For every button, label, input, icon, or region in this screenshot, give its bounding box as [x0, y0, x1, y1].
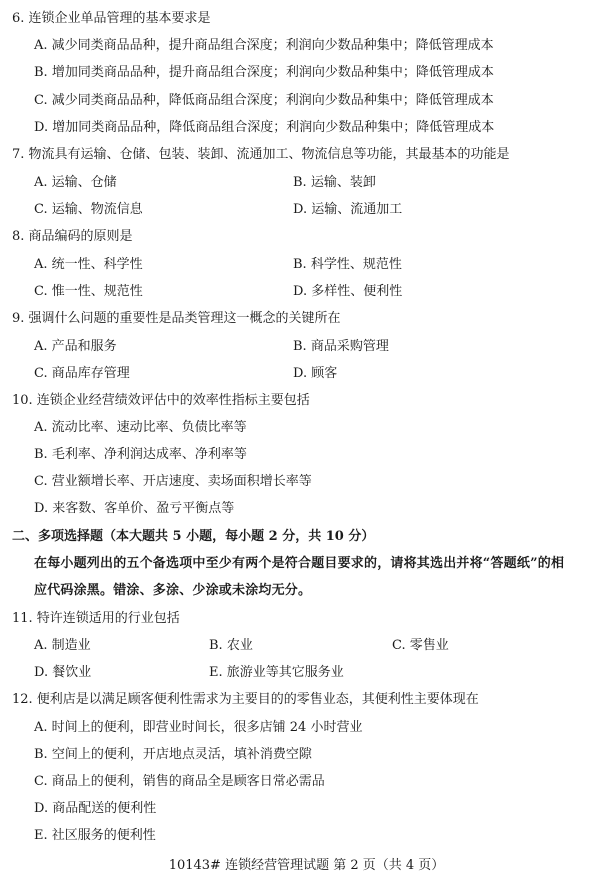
- question-9-stem: 9. 强调什么问题的重要性是品类管理这一概念的关键所在: [12, 311, 341, 326]
- question-12-option-d: D. 商品配送的便利性: [34, 801, 157, 816]
- question-6-option-b: B. 增加同类商品品种，提升商品组合深度；利润向少数品种集中；降低管理成本: [34, 65, 494, 80]
- question-8-option-a: A. 统一性、科学性: [34, 257, 143, 272]
- question-10-option-b: B. 毛利率、净利润达成率、净利率等: [34, 447, 247, 462]
- question-10-option-d: D. 来客数、客单价、盈亏平衡点等: [34, 501, 235, 516]
- question-7-option-c: C. 运输、物流信息: [34, 202, 143, 217]
- question-11-option-c: C. 零售业: [392, 638, 449, 653]
- question-7-option-d: D. 运输、流通加工: [293, 202, 403, 217]
- question-6-option-c: C. 减少同类商品品种，降低商品组合深度；利润向少数品种集中；降低管理成本: [34, 93, 494, 108]
- question-11-option-b: B. 农业: [209, 638, 253, 653]
- question-11-option-e: E. 旅游业等其它服务业: [209, 665, 344, 680]
- question-8-option-d: D. 多样性、便利性: [293, 284, 403, 299]
- question-9-option-c: C. 商品库存管理: [34, 366, 130, 381]
- question-9-option-d: D. 顾客: [293, 366, 338, 381]
- question-6-option-d: D. 增加同类商品品种，降低商品组合深度；利润向少数品种集中；降低管理成本: [34, 120, 495, 135]
- page-footer: 10143# 连锁经营管理试题 第 2 页（共 4 页）: [168, 858, 445, 873]
- question-7-option-b: B. 运输、装卸: [293, 175, 376, 190]
- question-10-option-c: C. 营业额增长率、开店速度、卖场面积增长率等: [34, 474, 312, 489]
- question-6-stem: 6. 连锁企业单品管理的基本要求是: [12, 11, 211, 26]
- question-9-option-b: B. 商品采购管理: [293, 339, 389, 354]
- question-9-option-a: A. 产品和服务: [34, 339, 117, 354]
- question-12-option-e: E. 社区服务的便利性: [34, 828, 156, 843]
- question-12-stem: 12. 便利店是以满足顾客便利性需求为主要目的的零售业态，其便利性主要体现在: [12, 692, 479, 707]
- section-2-instruction-line-1: 在每小题列出的五个备选项中至少有两个是符合题目要求的，请将其选出并将“答题纸”的相: [34, 556, 565, 571]
- section-2-title: 二、多项选择题（本大题共 5 小题，每小题 2 分，共 10 分）: [12, 529, 375, 544]
- question-6-option-a: A. 减少同类商品品种，提升商品组合深度；利润向少数品种集中；降低管理成本: [34, 38, 494, 53]
- question-11-option-a: A. 制造业: [34, 638, 91, 653]
- question-10-stem: 10. 连锁企业经营绩效评估中的效率性指标主要包括: [12, 393, 310, 408]
- question-8-option-b: B. 科学性、规范性: [293, 257, 402, 272]
- question-8-stem: 8. 商品编码的原则是: [12, 229, 133, 244]
- question-8-option-c: C. 惟一性、规范性: [34, 284, 143, 299]
- question-7-stem: 7. 物流具有运输、仓储、包装、装卸、流通加工、物流信息等功能，其最基本的功能是: [12, 147, 510, 162]
- question-11-option-d: D. 餐饮业: [34, 665, 92, 680]
- question-11-stem: 11. 特许连锁适用的行业包括: [12, 611, 180, 626]
- question-10-option-a: A. 流动比率、速动比率、负债比率等: [34, 420, 247, 435]
- question-12-option-a: A. 时间上的便利，即营业时间长，很多店铺 24 小时营业: [34, 720, 363, 735]
- section-2-instruction-line-2: 应代码涂黑。错涂、多涂、少涂或未涂均无分。: [34, 583, 312, 598]
- question-12-option-c: C. 商品上的便利，销售的商品全是顾客日常必需品: [34, 774, 325, 789]
- question-12-option-b: B. 空间上的便利，开店地点灵活，填补消费空隙: [34, 747, 312, 762]
- question-7-option-a: A. 运输、仓储: [34, 175, 117, 190]
